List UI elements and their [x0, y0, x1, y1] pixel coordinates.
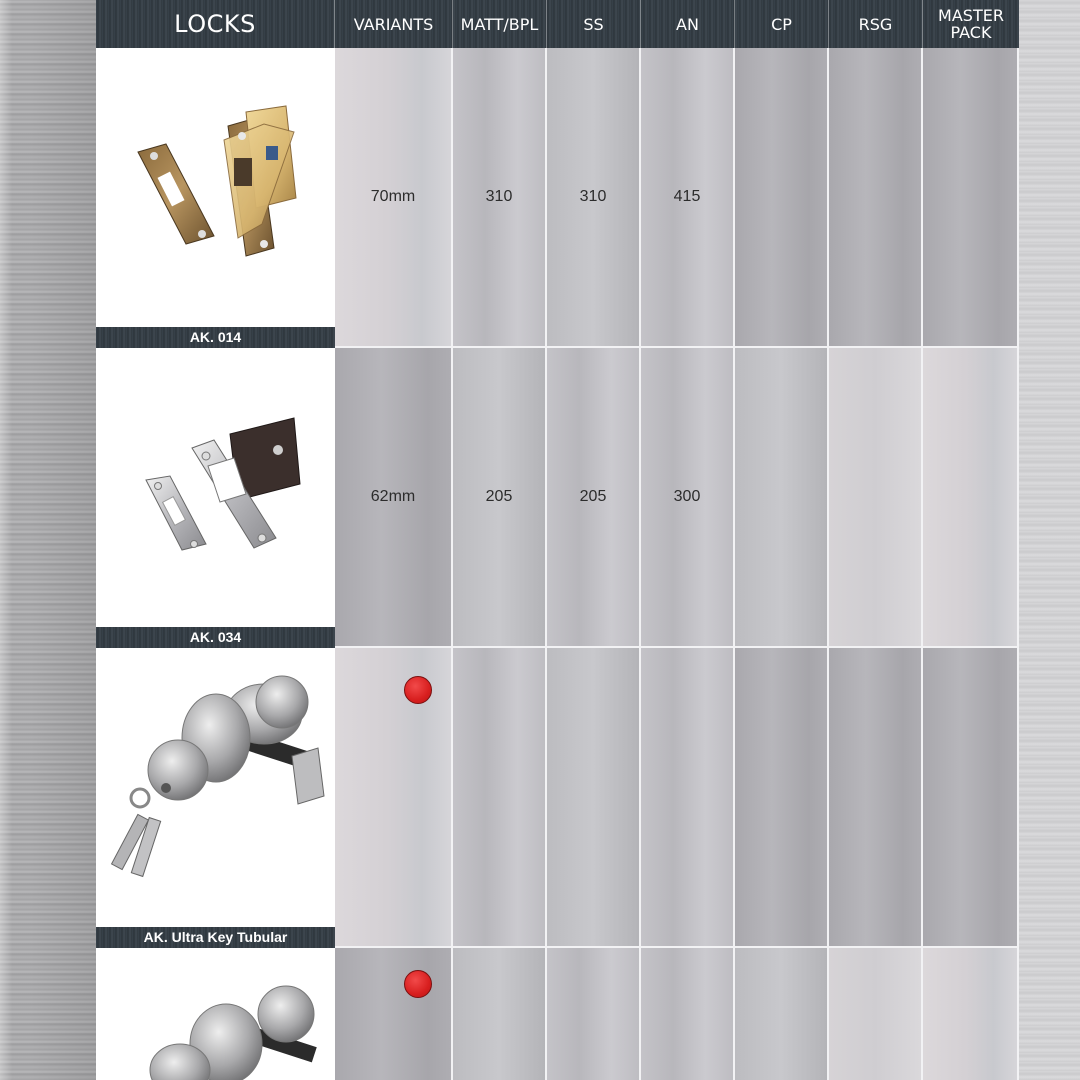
mortice-latch-chrome-image — [96, 348, 335, 627]
table-row — [96, 348, 1019, 648]
cell-master-pack — [923, 48, 1019, 348]
mortice-latch-brass-image — [96, 48, 335, 327]
header-master-pack-line1: MASTER — [938, 6, 1004, 25]
cell-ss: 205 — [547, 348, 641, 648]
header-matt-bpl: MATT/BPL — [453, 0, 547, 48]
knob-lock-image — [96, 948, 335, 1080]
table-row — [96, 48, 1019, 348]
new-marker-dot-icon — [404, 970, 432, 998]
cell-variants — [335, 648, 453, 948]
cell-cp — [735, 648, 829, 948]
left-background-strip — [0, 0, 96, 1080]
cell-rsg — [829, 48, 923, 348]
header-cp: CP — [735, 0, 829, 48]
cell-variants: 62mm — [335, 348, 453, 648]
cell-an: 300 — [641, 348, 735, 648]
cell-an — [641, 648, 735, 948]
header-title: LOCKS — [96, 0, 335, 48]
cell-ss — [547, 648, 641, 948]
product-caption: AK. 014 — [96, 327, 335, 348]
cell-rsg — [829, 348, 923, 648]
header-rsg: RSG — [829, 0, 923, 48]
header-master-pack-line2: PACK — [950, 23, 992, 42]
right-background-strip — [1019, 0, 1080, 1080]
cell-master-pack — [923, 948, 1019, 1080]
cell-master-pack — [923, 348, 1019, 648]
cell-matt-bpl: 310 — [453, 48, 547, 348]
table-row — [96, 648, 1019, 948]
cell-an: 415 — [641, 48, 735, 348]
header-ss: SS — [547, 0, 641, 48]
cell-master-pack — [923, 648, 1019, 948]
cell-rsg — [829, 648, 923, 948]
cell-matt-bpl: 205 — [453, 348, 547, 648]
product-caption: AK. 034 — [96, 627, 335, 648]
cell-cp — [735, 348, 829, 648]
cell-matt-bpl — [453, 648, 547, 948]
product-image-cell — [96, 48, 335, 348]
product-image-cell — [96, 948, 335, 1080]
cell-an — [641, 948, 735, 1080]
cell-ss — [547, 948, 641, 1080]
table-header — [96, 0, 1019, 48]
cell-variants: 70mm — [335, 48, 453, 348]
cell-rsg — [829, 948, 923, 1080]
header-variants: VARIANTS — [335, 0, 453, 48]
table-row — [96, 948, 1019, 1080]
cell-matt-bpl — [453, 948, 547, 1080]
header-master-pack — [923, 0, 1019, 48]
cell-ss: 310 — [547, 48, 641, 348]
cell-variants — [335, 948, 453, 1080]
product-image-cell — [96, 348, 335, 648]
product-image-cell — [96, 648, 335, 948]
cell-cp — [735, 948, 829, 1080]
cell-cp — [735, 48, 829, 348]
header-an: AN — [641, 0, 735, 48]
tubular-knob-lock-image — [96, 648, 335, 927]
new-marker-dot-icon — [404, 676, 432, 704]
product-caption: AK. Ultra Key Tubular — [96, 927, 335, 948]
